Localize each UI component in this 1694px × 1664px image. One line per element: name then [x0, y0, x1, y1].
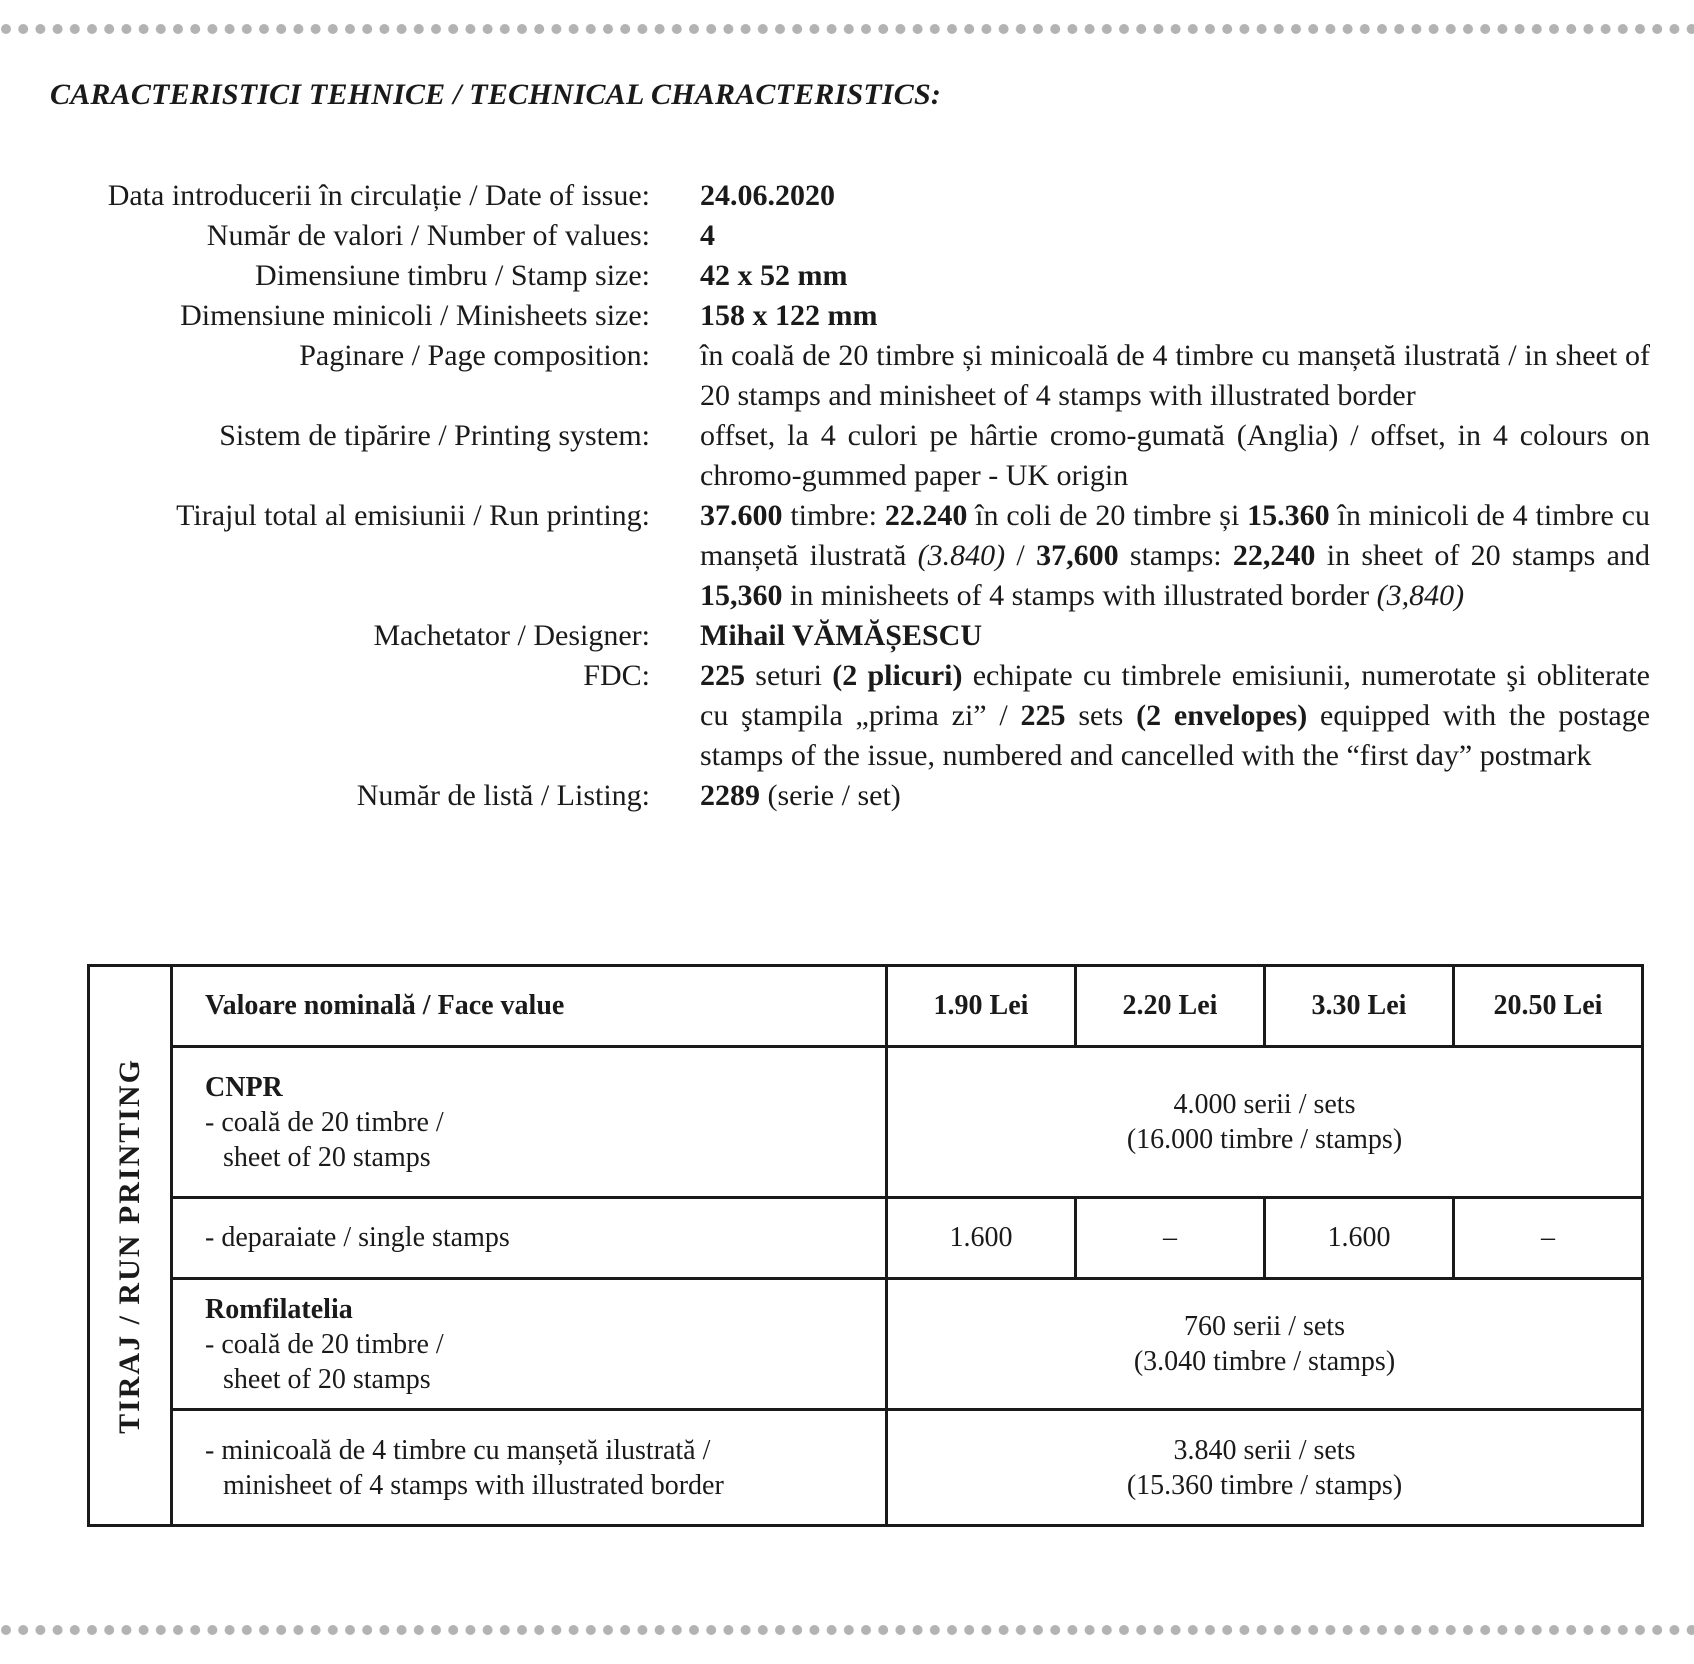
spec-value: 4: [700, 219, 715, 252]
spec-value: 158 x 122 mm: [700, 299, 878, 332]
spec-label: Număr de valori / Number of values:: [206, 219, 650, 252]
cnpr-value-cell: [887, 1047, 1643, 1198]
table-header-row: [89, 966, 1643, 1047]
spec-row-fdc: [40, 656, 1650, 776]
dotted-border-top: [0, 22, 1694, 36]
table-row-cnpr: [89, 1047, 1643, 1198]
side-label-cell: [89, 966, 172, 1526]
run-printing-table: [87, 964, 1644, 1527]
spec-row-printing-system: [40, 416, 1650, 496]
spec-value: 24.06.2020: [700, 179, 835, 212]
single-value-1: 1.600: [887, 1198, 1076, 1279]
spec-row-designer: [40, 616, 1650, 656]
spec-value: Mihail VĂMĂȘESCU: [700, 619, 982, 652]
row-desc-line: - coală de 20 timbre /: [205, 1106, 444, 1138]
row-desc-line: sheet of 20 stamps: [223, 1363, 431, 1395]
face-value-3: 3.30 Lei: [1265, 966, 1454, 1047]
spec-label: Dimensiune minicoli / Minisheets size:: [180, 299, 650, 332]
romfilatelia-value-cell: [887, 1279, 1643, 1410]
value-line: (16.000 timbre / stamps): [1126, 1124, 1403, 1155]
org-name: CNPR: [205, 1071, 283, 1103]
value-line: (3.040 timbre / stamps): [1133, 1346, 1396, 1377]
face-value-1: 1.90 Lei: [887, 966, 1076, 1047]
section-heading: CARACTERISTICI TEHNICE / TECHNICAL CHARACTERISTICS:: [50, 78, 942, 111]
spec-row-stamp-size: [40, 256, 1650, 296]
spec-row-listing: [40, 776, 1650, 816]
spec-label: Paginare / Page composition:: [299, 339, 650, 372]
spec-label: Tirajul total al emisiunii / Run printing:: [176, 499, 650, 532]
org-name: Romfilatelia: [205, 1293, 353, 1325]
header-face-value-label: Valoare nominală / Face value: [172, 966, 887, 1047]
spec-label: Sistem de tipărire / Printing system:: [219, 419, 650, 452]
spec-value: în coală de 20 timbre și minicoală de 4 timbre cu manșetă ilustrată / in sheet of 20 stamps and minisheet of 4 stamps with illustrated border: [700, 339, 1650, 412]
spec-row-run-printing: [40, 496, 1650, 616]
spec-label: Data introducerii în circulație / Date of issue:: [107, 179, 650, 212]
spec-label: Machetator / Designer:: [373, 619, 650, 652]
row-desc-line: minisheet of 4 stamps with illustrated border: [223, 1469, 724, 1501]
run-printing-table-wrapper: [87, 964, 1644, 1527]
table-row-romfilatelia: [89, 1279, 1643, 1410]
spec-value: 42 x 52 mm: [700, 259, 848, 292]
table-row-minisheet: [89, 1410, 1643, 1526]
row-desc-line: sheet of 20 stamps: [223, 1141, 431, 1173]
spec-row-page-composition: [40, 336, 1650, 416]
single-value-2: –: [1076, 1198, 1265, 1279]
spec-label: Dimensiune timbru / Stamp size:: [255, 259, 650, 292]
minisheet-value-cell: [887, 1410, 1643, 1526]
row-desc-line: - coală de 20 timbre /: [205, 1328, 444, 1360]
spec-value: 37.600 timbre: 22.240 în coli de 20 timbre și 15.360 în minicoli de 4 timbre cu manșetă ilustrată (3.840) / 37,600 stamps: 22,240 in sheet of 20 stamps and 15,360 in minisheets of 4 stamps with illustrated border (3,840): [700, 499, 1650, 612]
spec-value: offset, la 4 culori pe hârtie cromo-gumată (Anglia) / offset, in 4 colours on chromo-gummed paper - UK origin: [700, 419, 1650, 492]
minisheet-label-cell: [172, 1410, 887, 1526]
side-label: TIRAJ / RUN PRINTING: [113, 1057, 146, 1434]
spec-row-values: [40, 216, 1650, 256]
romfilatelia-label-cell: [172, 1279, 887, 1410]
spec-row-date: [40, 176, 1650, 216]
single-stamps-label: - deparaiate / single stamps: [172, 1198, 887, 1279]
value-line: 760 serii / sets: [1184, 1311, 1345, 1342]
spec-value: 225 seturi (2 plicuri) echipate cu timbrele emisiunii, numerotate şi obliterate cu ştampila „prima zi” / 225 sets (2 envelopes) equipped with the postage stamps of the issue, numbered and cancelled with the “first day” postmark: [700, 659, 1651, 772]
value-line: 3.840 serii / sets: [1173, 1434, 1356, 1466]
single-value-3: 1.600: [1265, 1198, 1454, 1279]
technical-specs: [40, 176, 1650, 816]
cnpr-label-cell: [172, 1047, 887, 1198]
spec-row-minisheet-size: [40, 296, 1650, 336]
table-row-single-stamps: [89, 1198, 1643, 1279]
dotted-border-bottom: [0, 1623, 1694, 1637]
single-value-4: –: [1454, 1198, 1643, 1279]
value-line: 4.000 serii / sets: [1173, 1089, 1356, 1120]
face-value-4: 20.50 Lei: [1454, 966, 1643, 1047]
spec-value: 2289 (serie / set): [700, 779, 901, 812]
spec-label: Număr de listă / Listing:: [356, 779, 650, 812]
row-desc-line: - minicoală de 4 timbre cu manșetă ilustrată /: [205, 1434, 711, 1466]
value-line: (15.360 timbre / stamps): [1126, 1469, 1403, 1501]
face-value-2: 2.20 Lei: [1076, 966, 1265, 1047]
spec-label: FDC:: [583, 659, 650, 692]
